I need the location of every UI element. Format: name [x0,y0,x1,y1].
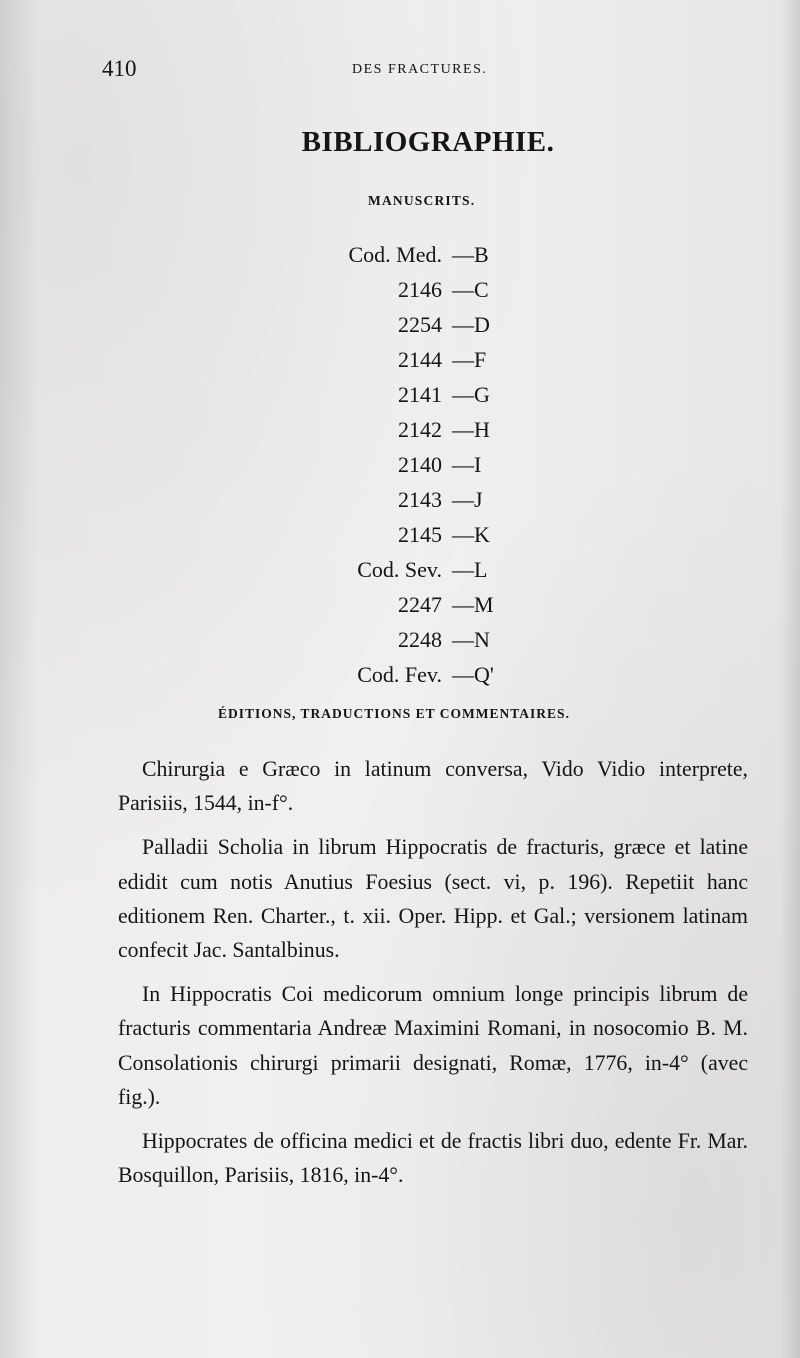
manuscript-item [200,658,600,693]
manuscript-label: Cod. Med. [348,242,442,267]
manuscript-item [200,553,600,588]
running-head [102,56,752,86]
manuscript-label: 2144 [398,347,442,372]
manuscript-letter: —N [452,627,490,652]
page-title [0,126,800,159]
page-title-text: BIBLIOGRAPHIE. [301,126,555,158]
edition-entry: Palladii Scholia in librum Hippocratis de fracturis, græce et latine edidit cum notis Anutius Foesius (sect. vi, p. 196). Repetiit hanc editionem Ren. Charter., t. xii. Oper. Hipp. et Gal.; versionem latinam confecit Jac. Santalbinus. [118,835,748,963]
manuscript-item [200,588,600,623]
editions-heading: ÉDITIONS, TRADUCTIONS ET COMMENTAIRES. [218,706,570,721]
manuscript-letter: —L [452,557,488,582]
manuscript-letter: —J [452,487,483,512]
manuscript-item [200,238,600,273]
manuscript-label: 2254 [398,312,442,337]
manuscript-letter: —H [452,417,490,442]
manuscripts-heading: MANUSCRITS. [368,193,476,208]
manuscript-item [200,518,600,553]
edition-entry: In Hippocratis Coi medicorum omnium longe principis librum de fracturis commentaria Andreæ Maximini Romani, in nosocomio B. M. Consolationis chirurgi primarii designati, Romæ, 1776, in-4° (avec fig.). [118,982,748,1109]
manuscript-letter: —C [452,277,489,302]
edition-entry: Hippocrates de officina medici et de fractis libri duo, edente Fr. Mar. Bosquillon, Parisiis, 1816, in-4°. [118,1129,748,1188]
manuscript-item [200,378,600,413]
manuscript-letter: —K [452,522,490,547]
manuscript-label: 2248 [398,627,442,652]
manuscript-letter: —B [452,242,489,267]
manuscript-label: Cod. Fev. [357,662,442,687]
manuscript-item [200,308,600,343]
manuscript-letter: —F [452,347,487,372]
manuscript-letter: —G [452,382,490,407]
manuscript-item [200,413,600,448]
manuscripts-list [200,238,600,693]
manuscript-item [200,448,600,483]
running-title: DES FRACTURES. [352,62,488,77]
manuscript-letter: —I [452,452,482,477]
manuscript-letter: —D [452,312,490,337]
manuscript-letter: —M [452,592,494,617]
manuscript-label: 2247 [398,592,442,617]
manuscript-label: 2143 [398,487,442,512]
page-number: 410 [102,56,137,81]
manuscript-item [200,483,600,518]
manuscript-label: 2140 [398,452,442,477]
manuscript-label: 2141 [398,382,442,407]
manuscript-item [200,623,600,658]
manuscript-letter: —Q' [452,662,494,687]
manuscript-label: 2145 [398,522,442,547]
manuscript-label: Cod. Sev. [357,557,442,582]
editions-list [118,752,748,1202]
manuscript-label: 2142 [398,417,442,442]
manuscript-item [200,343,600,378]
manuscript-item [200,273,600,308]
edition-entry: Chirurgia e Græco in latinum conversa, Vido Vidio interprete, Parisiis, 1544, in-f°. [118,757,748,816]
manuscript-label: 2146 [398,277,442,302]
